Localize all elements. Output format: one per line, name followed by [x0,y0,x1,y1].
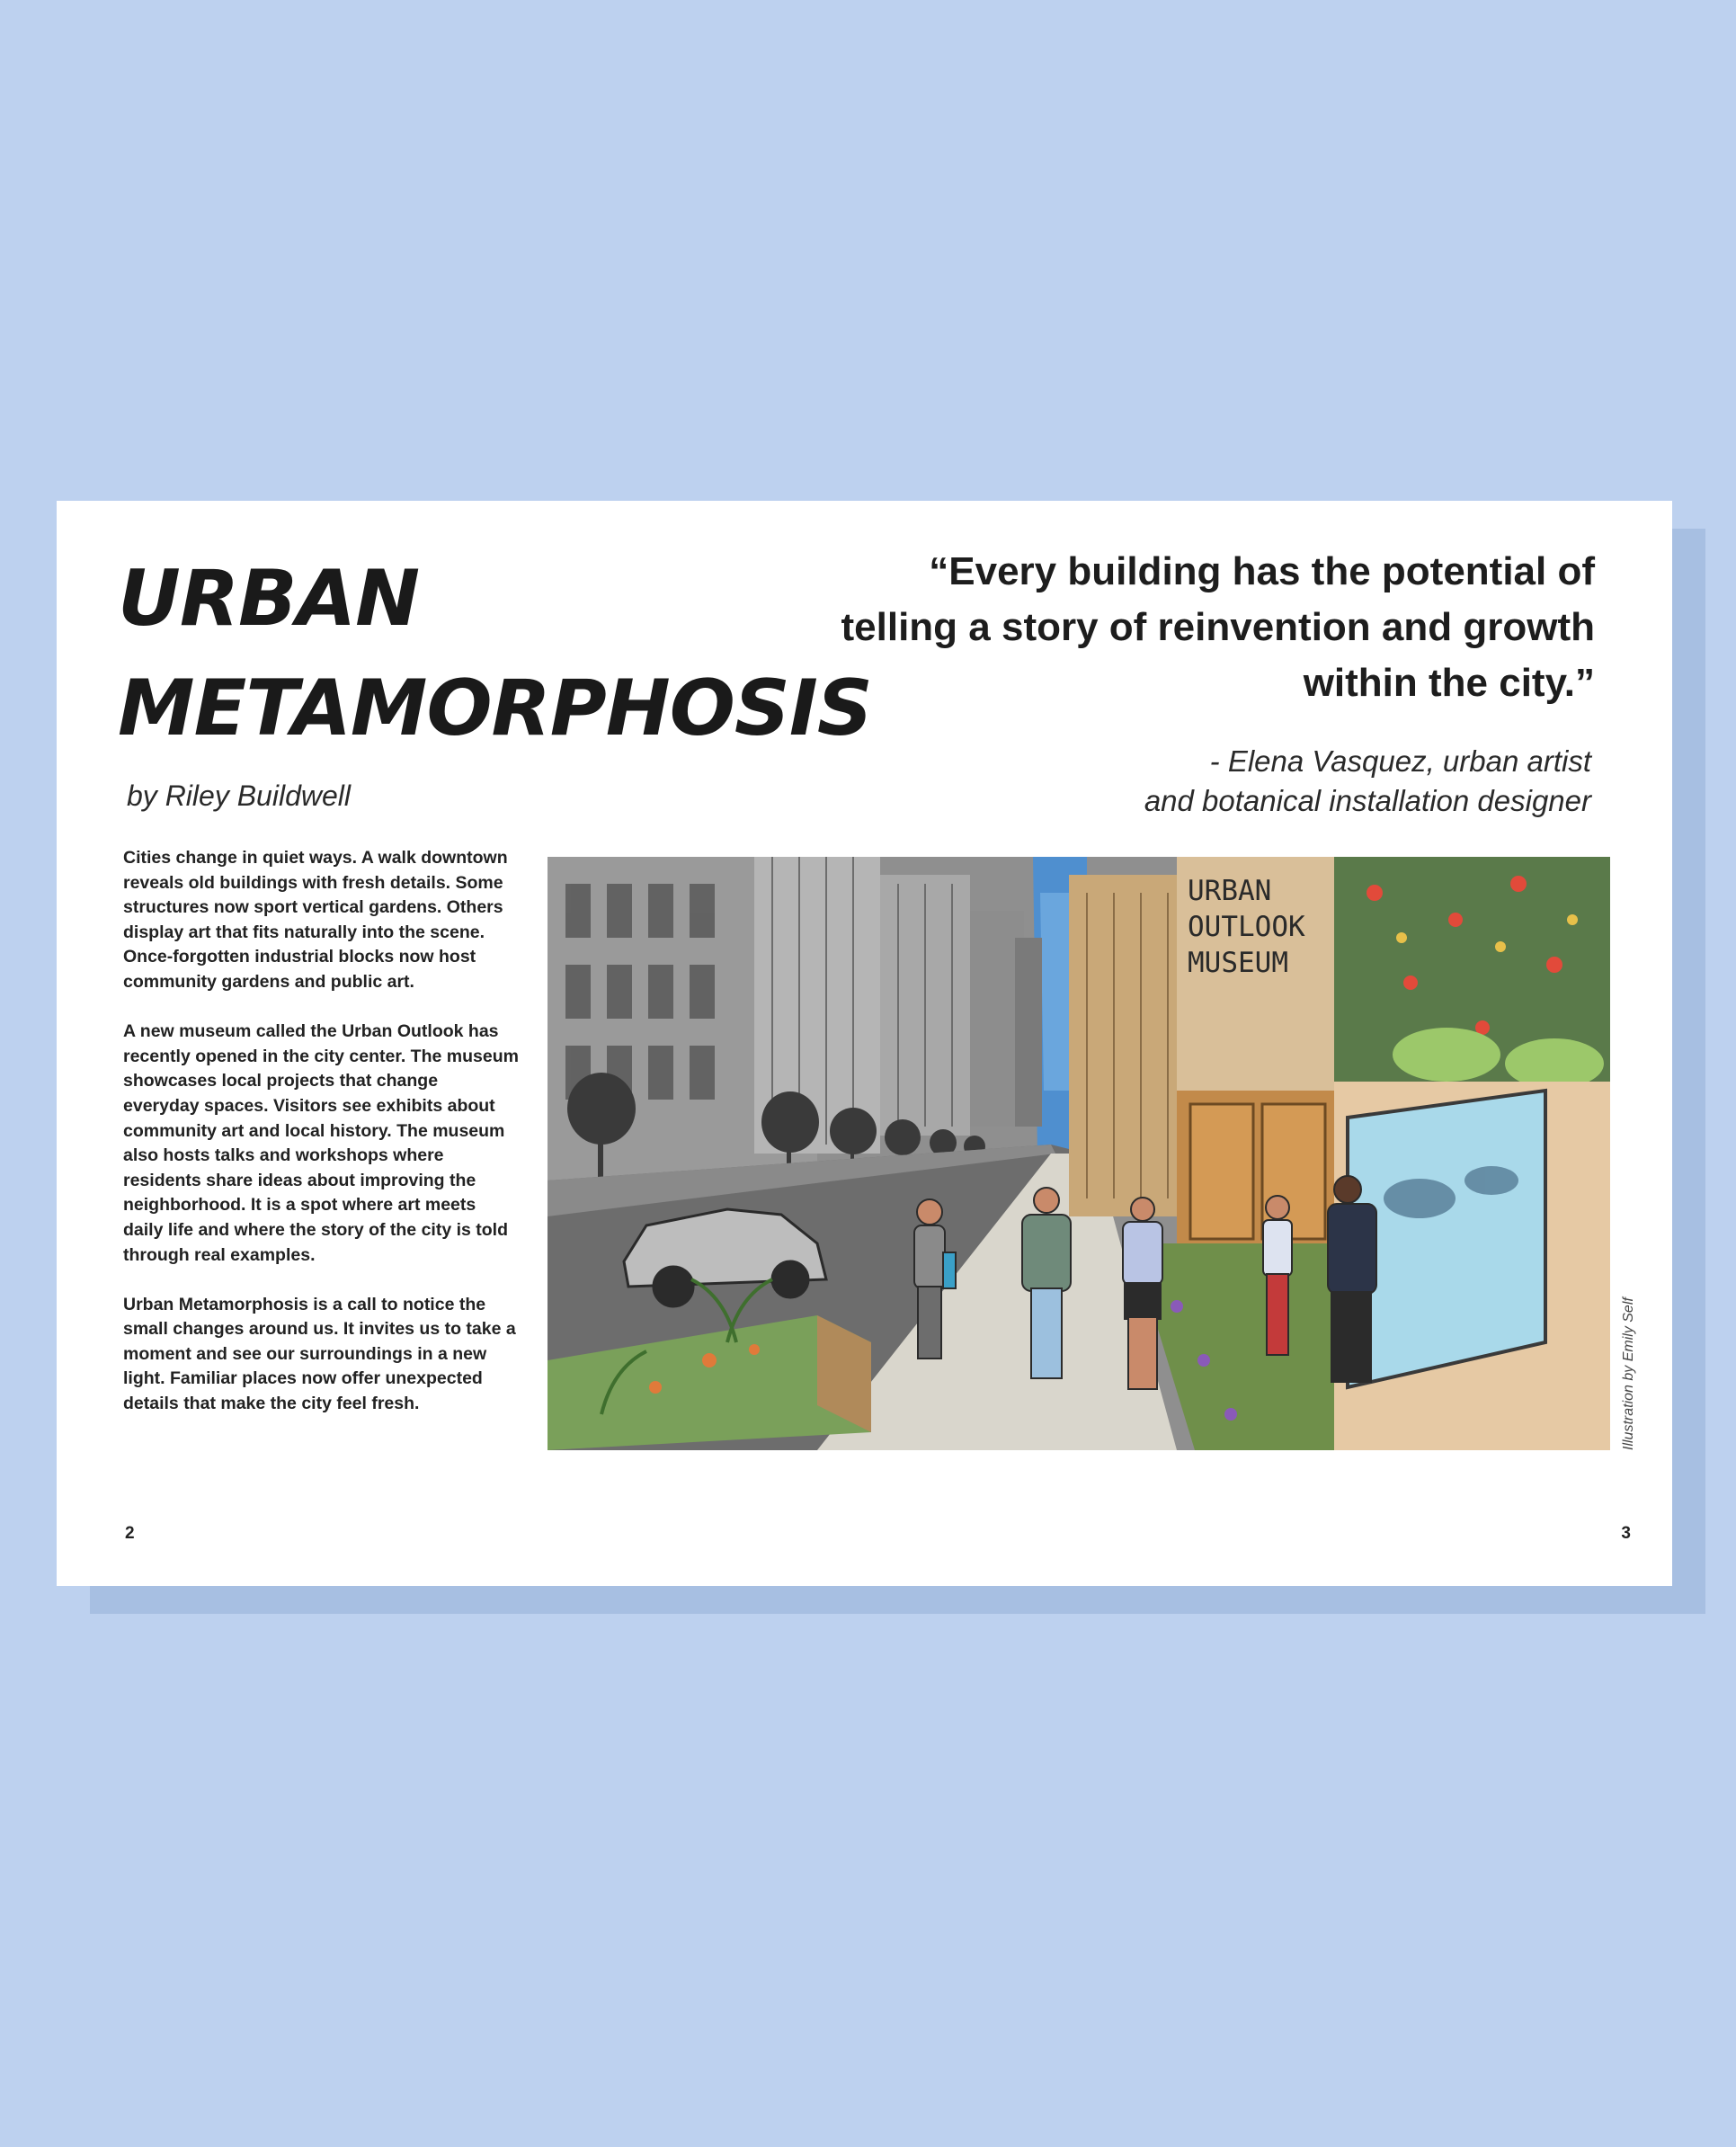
page-number-right: 3 [1621,1524,1631,1543]
museum-sign-line-3: MUSEUM [1188,947,1288,979]
illustration-credit: Illustration by Emily Self [1621,1297,1636,1450]
title-line-1: URBAN [118,554,420,644]
quote-attribution [962,742,1591,821]
paragraph-3: Urban Metamorphosis is a call to notice the small changes around us. It invites us to take a moment and see our surroundings in a new light. Familiar places now offer unexpected details that make the city feel fresh. [123,1294,516,1414]
magazine-spread [57,501,1672,1586]
pull-quote: “Every building has the potential of telling a story of reinvention and growth within the city.” [841,549,1595,705]
byline: by Riley Buildwell [127,780,351,812]
museum-sign-line-1: URBAN [1188,875,1272,907]
attribution-line-2: and botanical installation designer [1144,784,1591,817]
paragraph-2: A new museum called the Urban Outlook has recently opened in the city center. The museum showcases local projects that change everyday spaces. Visitors see exhibits about community art and local history. The museum also hosts talks and workshops where residents share ideas about improving the neighborhood. It is a spot where art meets daily life and where the story of the city is told through real examples. [123,1021,519,1265]
street-illustration [548,857,1610,1450]
paragraph-1: Cities change in quiet ways. A walk downtown reveals old buildings with fresh details. Some structures now sport vertical gardens. Others display art that fits naturally into the scene. Once-forgotten industrial blocks now host community gardens and public art. [123,848,508,992]
title-line-2: METAMORPHOSIS [118,664,872,753]
attribution-line-1: - Elena Vasquez, urban artist [1209,744,1591,778]
museum-sign-line-2: OUTLOOK [1188,911,1305,943]
page-number-left: 2 [125,1524,135,1543]
article-body [123,846,519,1441]
